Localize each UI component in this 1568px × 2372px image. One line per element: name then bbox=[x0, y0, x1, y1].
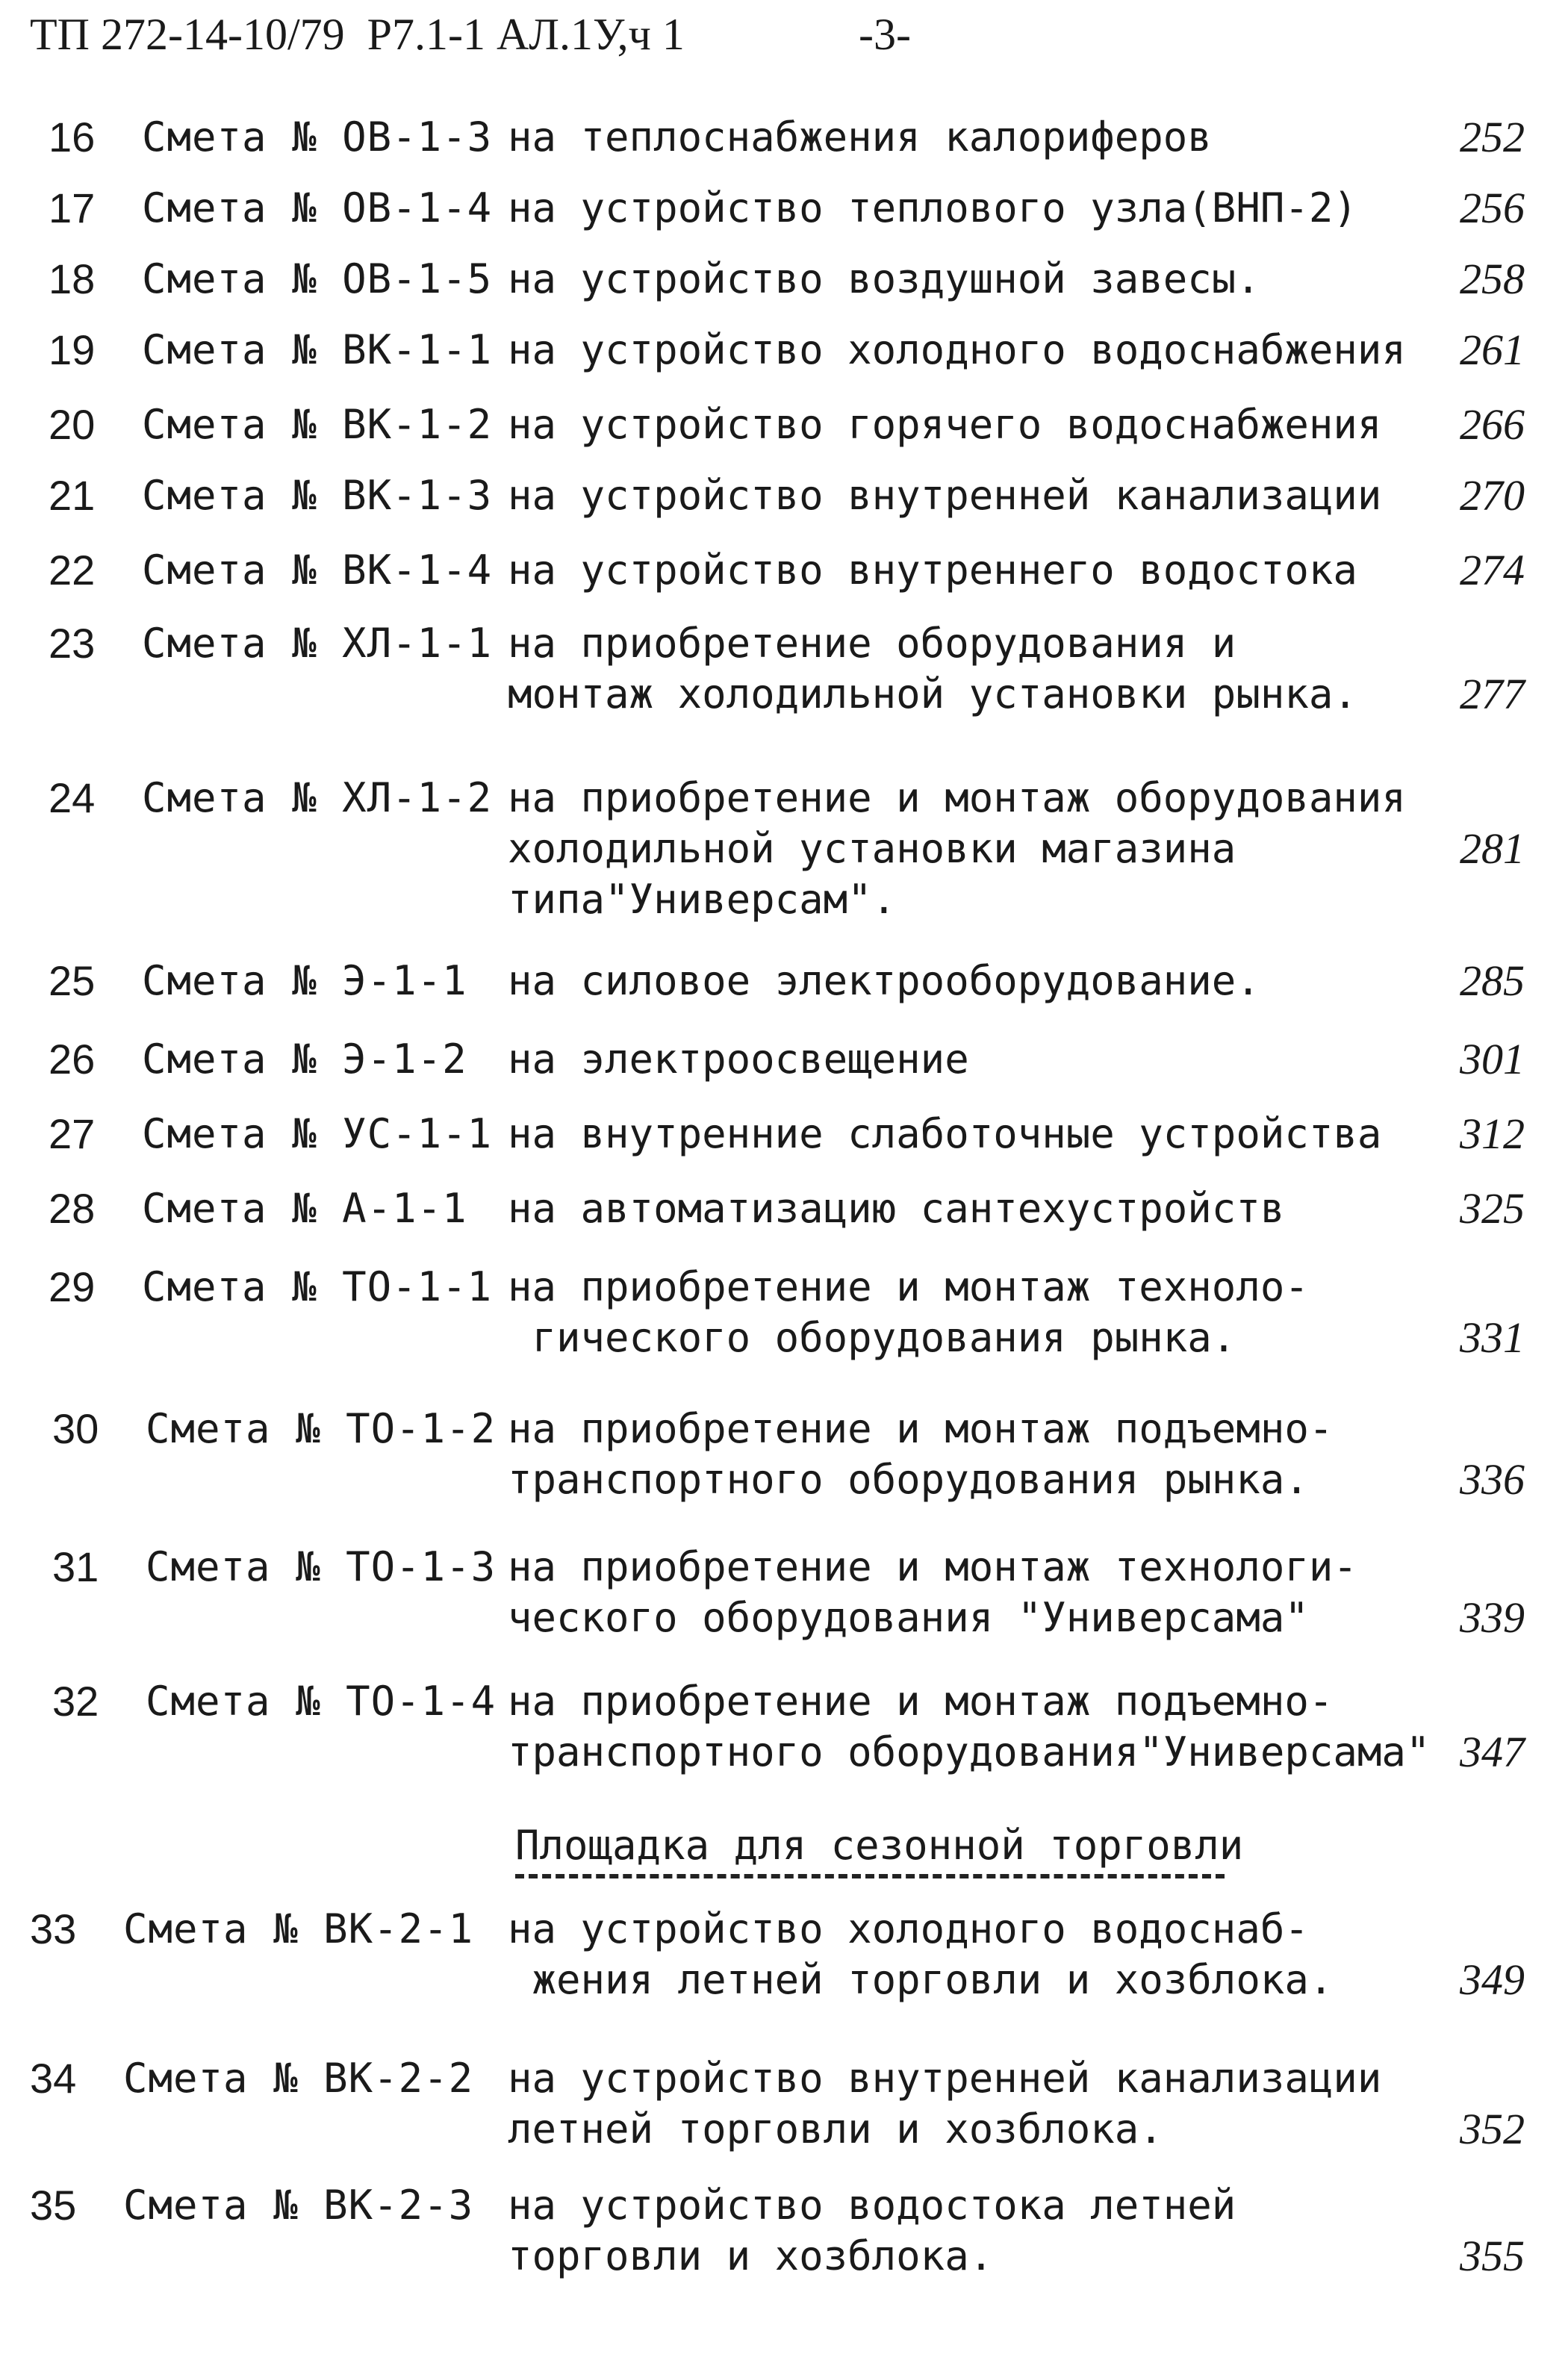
entry-estimate-code: Смета № ВК-2-3 bbox=[123, 2182, 474, 2229]
entry-description-line: на устройство внутреннего водостока bbox=[508, 547, 1357, 594]
entry-estimate-code: Смета № ХЛ-1-2 bbox=[142, 774, 493, 821]
entry-estimate-code: Смета № ВК-1-4 bbox=[142, 547, 493, 594]
entry-description-line: на устройство водостока летней bbox=[508, 2182, 1236, 2229]
document-header-code: ТП 272-14-10/79 Р7.1-1 АЛ.1У,ч 1 bbox=[30, 10, 685, 59]
entry-description-line: ческого оборудования "Универсама" bbox=[508, 1594, 1309, 1641]
entry-description-line: торговли и хозблока. bbox=[508, 2232, 994, 2279]
entry-number: 27 bbox=[49, 1110, 96, 1157]
entry-page-number: 285 bbox=[1460, 956, 1525, 1005]
entry-description-line: транспортного оборудования"Универсама" bbox=[508, 1728, 1431, 1775]
entry-number: 26 bbox=[49, 1036, 96, 1083]
entry-page-number: 258 bbox=[1460, 255, 1525, 303]
entry-number: 35 bbox=[30, 2182, 77, 2229]
entry-page-number: 325 bbox=[1460, 1184, 1525, 1233]
entry-description-line: на устройство холодного водоснабжения bbox=[508, 326, 1406, 373]
entry-number: 21 bbox=[49, 472, 96, 519]
entry-description-line: транспортного оборудования рынка. bbox=[508, 1456, 1309, 1503]
entry-page-number: 312 bbox=[1460, 1109, 1525, 1158]
entry-page-number: 331 bbox=[1460, 1313, 1525, 1362]
entry-estimate-code: Смета № Э-1-1 bbox=[142, 957, 467, 1004]
document-page-number: -3- bbox=[859, 10, 911, 59]
entry-description-line: на устройство воздушной завесы. bbox=[508, 255, 1260, 302]
entry-number: 16 bbox=[49, 113, 96, 161]
entry-description-line: на приобретение и монтаж оборудования bbox=[508, 774, 1406, 821]
entry-estimate-code: Смета № ВК-2-2 bbox=[123, 2055, 474, 2102]
entry-number: 33 bbox=[30, 1905, 77, 1952]
entry-description-line: на внутренние слаботочные устройства bbox=[508, 1110, 1382, 1157]
entry-description-line: на устройство холодного водоснаб- bbox=[508, 1905, 1309, 1952]
entry-number: 23 bbox=[49, 620, 96, 667]
entry-page-number: 301 bbox=[1460, 1035, 1525, 1083]
entry-number: 25 bbox=[49, 957, 96, 1004]
entry-number: 30 bbox=[52, 1405, 99, 1452]
entry-description-line: типа"Универсам". bbox=[508, 876, 897, 923]
entry-description-line: на приобретение и монтаж подъемно- bbox=[508, 1678, 1334, 1725]
entry-description-line: на приобретение и монтаж техноло- bbox=[508, 1263, 1309, 1310]
entry-page-number: 256 bbox=[1460, 184, 1525, 232]
entry-number: 28 bbox=[49, 1185, 96, 1232]
entry-page-number: 270 bbox=[1460, 471, 1525, 520]
entry-page-number: 261 bbox=[1460, 326, 1525, 374]
entry-estimate-code: Смета № ОВ-1-5 bbox=[142, 255, 493, 302]
entry-estimate-code: Смета № ХЛ-1-1 bbox=[142, 620, 493, 667]
section-heading-underline bbox=[515, 1874, 1225, 1878]
entry-description-line: на приобретение и монтаж технологи- bbox=[508, 1543, 1357, 1590]
entry-page-number: 352 bbox=[1460, 2105, 1525, 2153]
entry-number: 31 bbox=[52, 1543, 99, 1590]
entry-page-number: 355 bbox=[1460, 2232, 1525, 2280]
entry-description-line: летней торговли и хозблока. bbox=[508, 2105, 1163, 2152]
entry-estimate-code: Смета № ОВ-1-4 bbox=[142, 184, 493, 231]
entry-estimate-code: Смета № ВК-1-2 bbox=[142, 401, 493, 448]
entry-estimate-code: Смета № ВК-2-1 bbox=[123, 1905, 474, 1952]
entry-page-number: 252 bbox=[1460, 113, 1525, 161]
entry-description-line: на теплоснабжения калориферов bbox=[508, 113, 1212, 161]
entry-description-line: на автоматизацию сантехустройств bbox=[508, 1185, 1285, 1232]
entry-number: 34 bbox=[30, 2055, 77, 2102]
entry-page-number: 274 bbox=[1460, 546, 1525, 594]
entry-description-line: жения летней торговли и хозблока. bbox=[508, 1956, 1334, 2003]
entry-description-line: на приобретение оборудования и bbox=[508, 620, 1236, 667]
entry-description-line: монтаж холодильной установки рынка. bbox=[508, 670, 1357, 717]
entry-description-line: на устройство теплового узла(ВНП-2) bbox=[508, 184, 1357, 231]
entry-number: 24 bbox=[49, 774, 96, 821]
entry-page-number: 349 bbox=[1460, 1955, 1525, 2004]
entry-description-line: на устройство внутренней канализации bbox=[508, 2055, 1382, 2102]
entry-page-number: 277 bbox=[1460, 670, 1525, 718]
entry-description-line: на силовое электрооборудование. bbox=[508, 957, 1260, 1004]
entry-description-line: на устройство горячего водоснабжения bbox=[508, 401, 1382, 448]
entry-estimate-code: Смета № ТО-1-3 bbox=[146, 1543, 497, 1590]
entry-estimate-code: Смета № Э-1-2 bbox=[142, 1036, 467, 1083]
entry-description-line: холодильной установки магазина bbox=[508, 825, 1236, 872]
entry-estimate-code: Смета № ТО-1-1 bbox=[142, 1263, 493, 1310]
entry-description-line: гического оборудования рынка. bbox=[508, 1314, 1236, 1361]
entry-estimate-code: Смета № А-1-1 bbox=[142, 1185, 467, 1232]
entry-page-number: 266 bbox=[1460, 400, 1525, 449]
entry-page-number: 347 bbox=[1460, 1728, 1525, 1776]
entry-estimate-code: Смета № ТО-1-4 bbox=[146, 1678, 497, 1725]
entry-number: 22 bbox=[49, 547, 96, 594]
entry-description-line: на приобретение и монтаж подъемно- bbox=[508, 1405, 1334, 1452]
entry-description-line: на электроосвещение bbox=[508, 1036, 969, 1083]
entry-number: 19 bbox=[49, 326, 96, 373]
entry-page-number: 336 bbox=[1460, 1455, 1525, 1504]
entry-number: 20 bbox=[49, 401, 96, 448]
entry-number: 32 bbox=[52, 1678, 99, 1725]
entry-estimate-code: Смета № УС-1-1 bbox=[142, 1110, 493, 1157]
entry-estimate-code: Смета № ТО-1-2 bbox=[146, 1405, 497, 1452]
entry-number: 29 bbox=[49, 1263, 96, 1310]
entry-estimate-code: Смета № ВК-1-3 bbox=[142, 472, 493, 519]
entry-number: 17 bbox=[49, 184, 96, 231]
entry-estimate-code: Смета № ВК-1-1 bbox=[142, 326, 493, 373]
entry-number: 18 bbox=[49, 255, 96, 302]
entry-estimate-code: Смета № ОВ-1-3 bbox=[142, 113, 493, 161]
entry-description-line: на устройство внутренней канализации bbox=[508, 472, 1382, 519]
section-heading: Площадка для сезонной торговли bbox=[515, 1822, 1244, 1869]
entry-page-number: 339 bbox=[1460, 1593, 1525, 1642]
entry-page-number: 281 bbox=[1460, 824, 1525, 873]
